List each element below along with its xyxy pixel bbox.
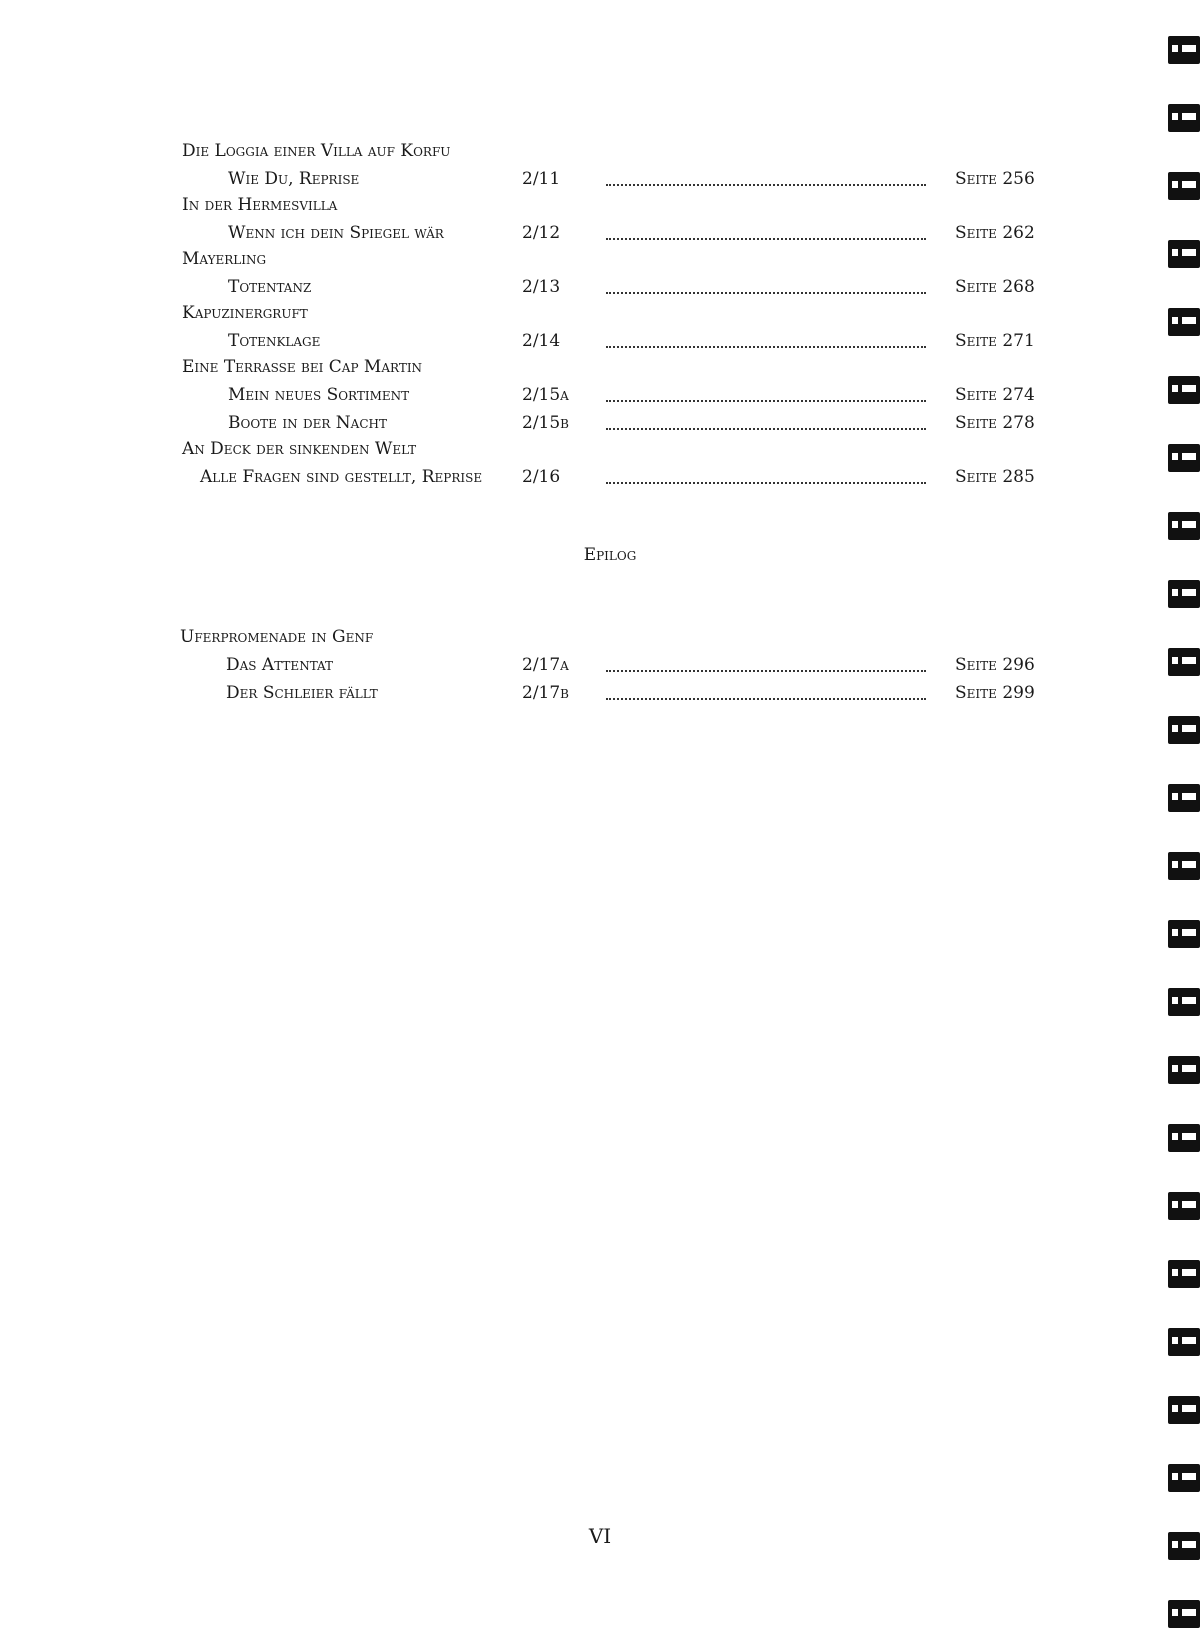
dot-leader [606,474,926,484]
toc-entry [0,382,1200,408]
dot-leader [606,662,926,672]
binding-loop [1168,36,1200,64]
binding-loop [1168,784,1200,812]
page-reference: Seite 268 [955,277,1035,297]
dot-leader [606,338,926,348]
binding-loop [1168,512,1200,540]
scene-title: Die Loggia einer Villa auf Korfu [182,141,451,161]
song-title: Mein neues Sortiment [228,385,410,405]
song-title: Totentanz [228,277,312,297]
page-number: VI [588,1524,612,1548]
binding-loop [1168,1260,1200,1288]
toc-entry [0,680,1200,706]
binding-loop [1168,648,1200,676]
binding-loop [1168,852,1200,880]
toc-entry [0,166,1200,192]
page-reference: Seite 256 [955,169,1035,189]
song-title: Wenn ich dein Spiegel wär [228,223,444,243]
scene-title: In der Hermesvilla [182,195,338,215]
song-number: 2/16 [522,467,561,487]
scene-heading [0,624,1200,650]
page-reference: Seite 271 [955,331,1035,351]
dot-leader [606,420,926,430]
binding-loop [1168,240,1200,268]
binding-loop [1168,444,1200,472]
toc-entry [0,464,1200,490]
page-reference: Seite 262 [955,223,1035,243]
binding-loop [1168,376,1200,404]
song-number: 2/17b [522,683,569,703]
binding-loop [1168,1056,1200,1084]
scene-title: Eine Terrasse bei Cap Martin [182,357,423,377]
scene-title: Kapuzinergruft [182,303,308,323]
scene-heading [0,354,1200,380]
binding-loop [1168,172,1200,200]
binding-loop [1168,1532,1200,1560]
scene-title: Mayerling [182,249,267,269]
page-reference: Seite 278 [955,413,1035,433]
binding-loop [1168,716,1200,744]
binding-loop [1168,920,1200,948]
scene-heading [0,246,1200,272]
page-reference: Seite 285 [955,467,1035,487]
scene-title: Uferpromenade in Genf [180,627,374,647]
binding-loop [1168,1328,1200,1356]
song-number: 2/12 [522,223,561,243]
song-title: Boote in der Nacht [228,413,387,433]
scene-heading [0,192,1200,218]
toc-entry [0,410,1200,436]
binding-loop [1168,580,1200,608]
song-title: Das Attentat [226,655,334,675]
dot-leader [606,284,926,294]
scene-heading [0,436,1200,462]
song-title: Totenklage [228,331,321,351]
page-reference: Seite 274 [955,385,1035,405]
dot-leader [606,176,926,186]
toc-entry [0,328,1200,354]
binding-loop [1168,1192,1200,1220]
toc-entry [0,652,1200,678]
song-title: Wie Du, Reprise [228,169,360,189]
song-title: Der Schleier fällt [226,683,378,703]
song-number: 2/11 [522,169,561,189]
binding-loop [1168,308,1200,336]
epilog-heading: Epilog [583,545,637,565]
binding-loop [1168,1600,1200,1628]
dot-leader [606,230,926,240]
spiral-binding [1168,0,1200,1651]
toc-entry [0,220,1200,246]
dot-leader [606,392,926,402]
scene-heading [0,138,1200,164]
scene-title: An Deck der sinkenden Welt [182,439,417,459]
dot-leader [606,690,926,700]
binding-loop [1168,988,1200,1016]
page-reference: Seite 296 [955,655,1035,675]
song-number: 2/14 [522,331,561,351]
page-reference: Seite 299 [955,683,1035,703]
binding-loop [1168,1124,1200,1152]
binding-loop [1168,104,1200,132]
binding-loop [1168,1464,1200,1492]
song-number: 2/15b [522,413,569,433]
binding-loop [1168,1396,1200,1424]
song-number: 2/13 [522,277,561,297]
song-number: 2/17a [522,655,569,675]
scene-heading [0,300,1200,326]
song-title: Alle Fragen sind gestellt, Reprise [200,467,483,487]
toc-entry [0,274,1200,300]
song-number: 2/15a [522,385,569,405]
